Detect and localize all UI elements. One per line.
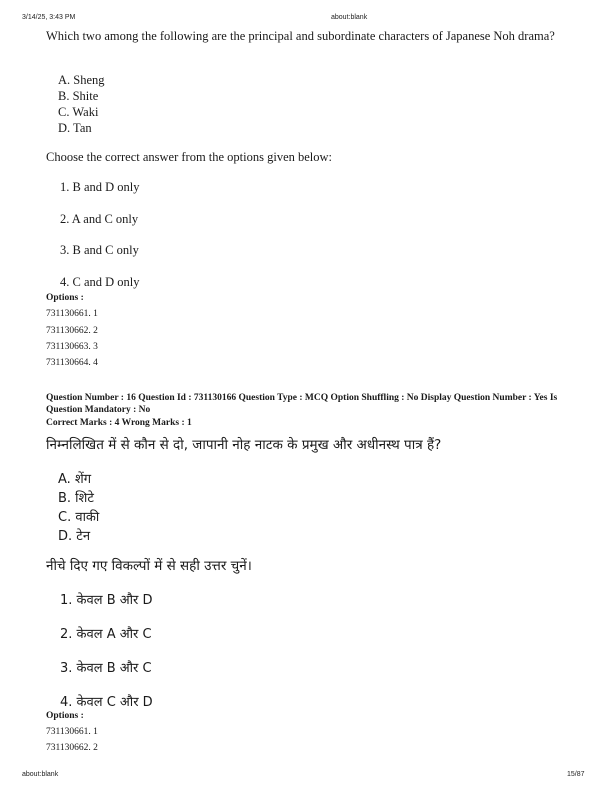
option-id: 731130661. 1 [46, 309, 98, 319]
answer-choice: 2. A and C only [60, 212, 139, 226]
answer-choice: 3. केवल B और C [60, 661, 152, 676]
answer-choice: 2. केवल A और C [60, 627, 152, 642]
answer-choice: 1. B and D only [60, 180, 140, 194]
answer-choice: 4. C and D only [60, 275, 140, 289]
print-url: about:blank [22, 771, 59, 778]
answer-choice: 1. केवल B और D [60, 593, 153, 608]
option-id: 731130661. 1 [46, 727, 98, 737]
question-text: Which two among the following are the principal and subordinate characters of Japanese Noh drama? [46, 29, 555, 43]
answer-choice: 4. केवल C और D [60, 695, 153, 710]
question-meta: Question Number : 16 Question Id : 731130166 Question Type : MCQ Option Shuffling : No Display Question Number : Yes Is Question Mandatory : No [46, 393, 558, 415]
print-datetime: 3/14/25, 3:43 PM [22, 14, 76, 21]
option-id: 731130662. 2 [46, 743, 98, 753]
list-item: C. वाकी [58, 510, 100, 525]
list-item: A. Sheng [58, 73, 105, 87]
option-id: 731130662. 2 [46, 326, 98, 336]
print-title: about:blank [331, 14, 368, 21]
instruction-text-hindi: नीचे दिए गए विकल्पों में से सही उत्तर चुनें। [46, 558, 252, 574]
question-marks: Correct Marks : 4 Wrong Marks : 1 [46, 418, 192, 428]
option-id: 731130664. 4 [46, 358, 98, 368]
list-item: D. Tan [58, 121, 92, 135]
list-item: A. शेंग [58, 472, 92, 487]
list-item: C. Waki [58, 105, 99, 119]
options-label: Options : [46, 711, 84, 721]
list-item: B. Shite [58, 89, 99, 103]
instruction-text: Choose the correct answer from the options given below: [46, 150, 333, 164]
list-item: B. शिटे [58, 491, 94, 506]
list-item: D. टेन [58, 529, 91, 544]
answer-choice: 3. B and C only [60, 243, 139, 257]
question-text-hindi: निम्नलिखित में से कौन से दो, जापानी नोह नाटक के प्रमुख और अधीनस्थ पात्र हैं? [46, 437, 442, 453]
option-id: 731130663. 3 [46, 342, 98, 352]
options-label: Options : [46, 293, 84, 303]
page-number: 15/87 [567, 771, 585, 778]
